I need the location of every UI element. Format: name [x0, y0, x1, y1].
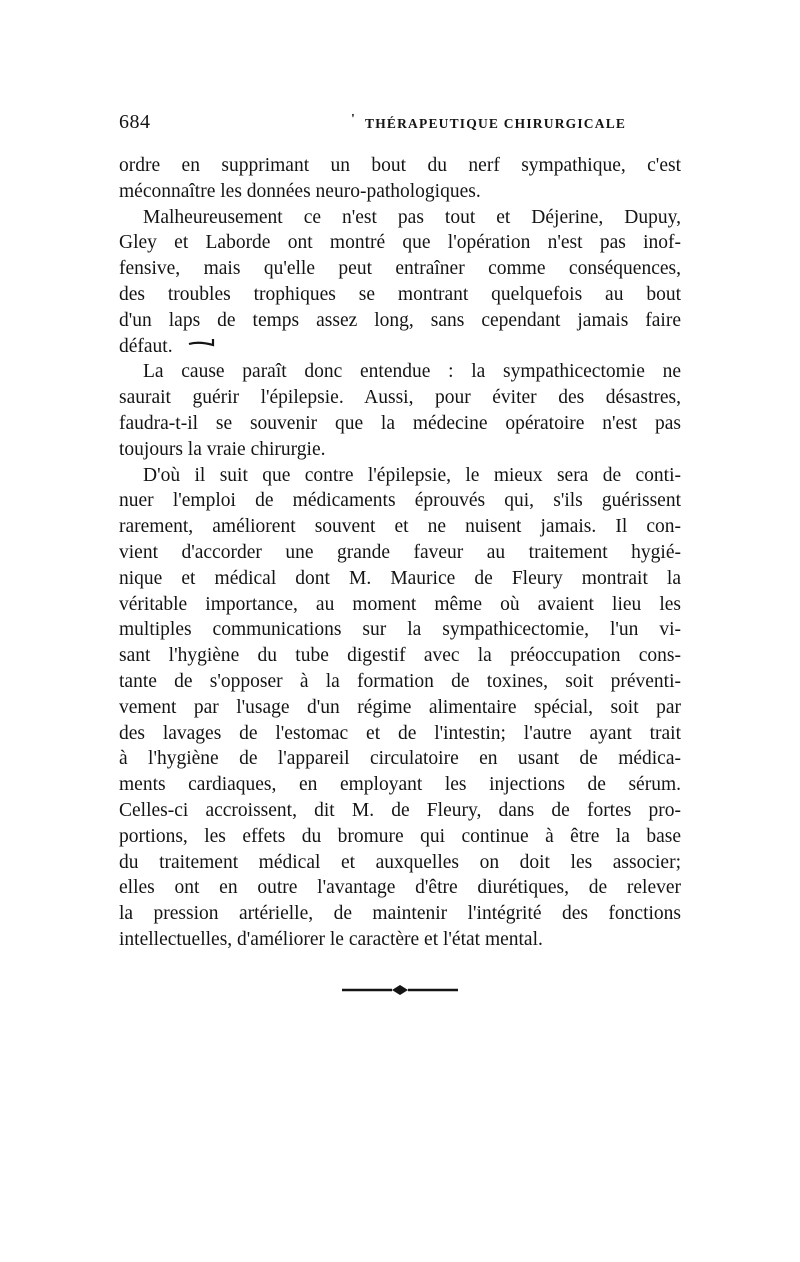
paragraph [119, 463, 681, 953]
text-line: Celles-ci accroissent, dit M. de Fleury, dans de fortes pro- [119, 799, 681, 821]
page-header [119, 111, 681, 141]
text-line: nuer l'emploi de médicaments éprouvés qui, s'ils guérissent [119, 490, 681, 512]
running-title: ' THÉRAPEUTIQUE CHIRURGICALE [365, 116, 626, 132]
text-line: faudra-t-il se souvenir que la médecine opératoire n'est pas [119, 412, 681, 434]
editorial-hook-mark-icon [187, 340, 217, 354]
text-line: La cause paraît donc entendue : la sympathicectomie ne [143, 361, 681, 383]
text-line: nique et médical dont M. Maurice de Fleury montrait la [119, 567, 681, 589]
text-line: des troubles trophiques se montrant quelquefois au bout [119, 283, 681, 305]
text-line: elles ont en outre l'avantage d'être diurétiques, de relever [119, 877, 681, 899]
text-line: ordre en supprimant un bout du nerf sympathique, c'est [119, 155, 681, 176]
text-line: à l'hygiène de l'appareil circulatoire en usant de médica- [119, 748, 681, 770]
text-line: vement par l'usage d'un régime alimentaire spécial, soit par [119, 696, 681, 718]
text-line: Gley et Laborde ont montré que l'opération n'est pas inof- [119, 232, 681, 254]
text-line-content: défaut. [119, 335, 173, 357]
text-line: saurait guérir l'épilepsie. Aussi, pour éviter des désastres, [119, 387, 681, 409]
text-line: multiples communications sur la sympathicectomie, l'un vi- [119, 619, 681, 641]
text-line: intellectuelles, d'améliorer le caractère et l'état mental. [119, 928, 543, 950]
text-line: méconnaître les données neuro-pathologiques. [119, 180, 481, 202]
text-line: D'où il suit que contre l'épilepsie, le mieux sera de conti- [143, 464, 681, 486]
text-line: vient d'accorder une grande faveur au traitement hygié- [119, 541, 681, 563]
text-line: toujours la vraie chirurgie. [119, 438, 326, 460]
text-line: sant l'hygiène du tube digestif avec la préoccupation cons- [119, 645, 681, 667]
text-line: la pression artérielle, de maintenir l'intégrité des fonctions [119, 903, 681, 925]
text-line: véritable importance, au moment même où avaient lieu les [119, 593, 681, 615]
paragraph [119, 153, 681, 205]
text-line: tante de s'opposer à la formation de toxines, soit préventi- [119, 670, 681, 692]
text-line: fensive, mais qu'elle peut entraîner comme conséquences, [119, 258, 681, 280]
text-line: des lavages de l'estomac et de l'intestin; l'autre ayant trait [119, 722, 681, 744]
paragraph [119, 205, 681, 360]
text-line: du traitement médical et auxquelles on doit les associer; [119, 851, 681, 873]
text-line-with-mark [119, 334, 681, 360]
paragraph [119, 359, 681, 462]
text-line: rarement, améliorent souvent et ne nuisent jamais. Il con- [119, 516, 681, 538]
end-ornament-icon [342, 982, 458, 998]
text-line: portions, les effets du bromure qui continue à être la base [119, 825, 681, 847]
body-text [119, 153, 681, 953]
text-line: Malheureusement ce n'est pas tout et Déjerine, Dupuy, [143, 206, 681, 228]
text-line: ments cardiaques, en employant les injections de sérum. [119, 774, 681, 796]
text-line: d'un laps de temps assez long, sans cependant jamais faire [119, 309, 681, 331]
page-number: 684 [119, 111, 151, 133]
